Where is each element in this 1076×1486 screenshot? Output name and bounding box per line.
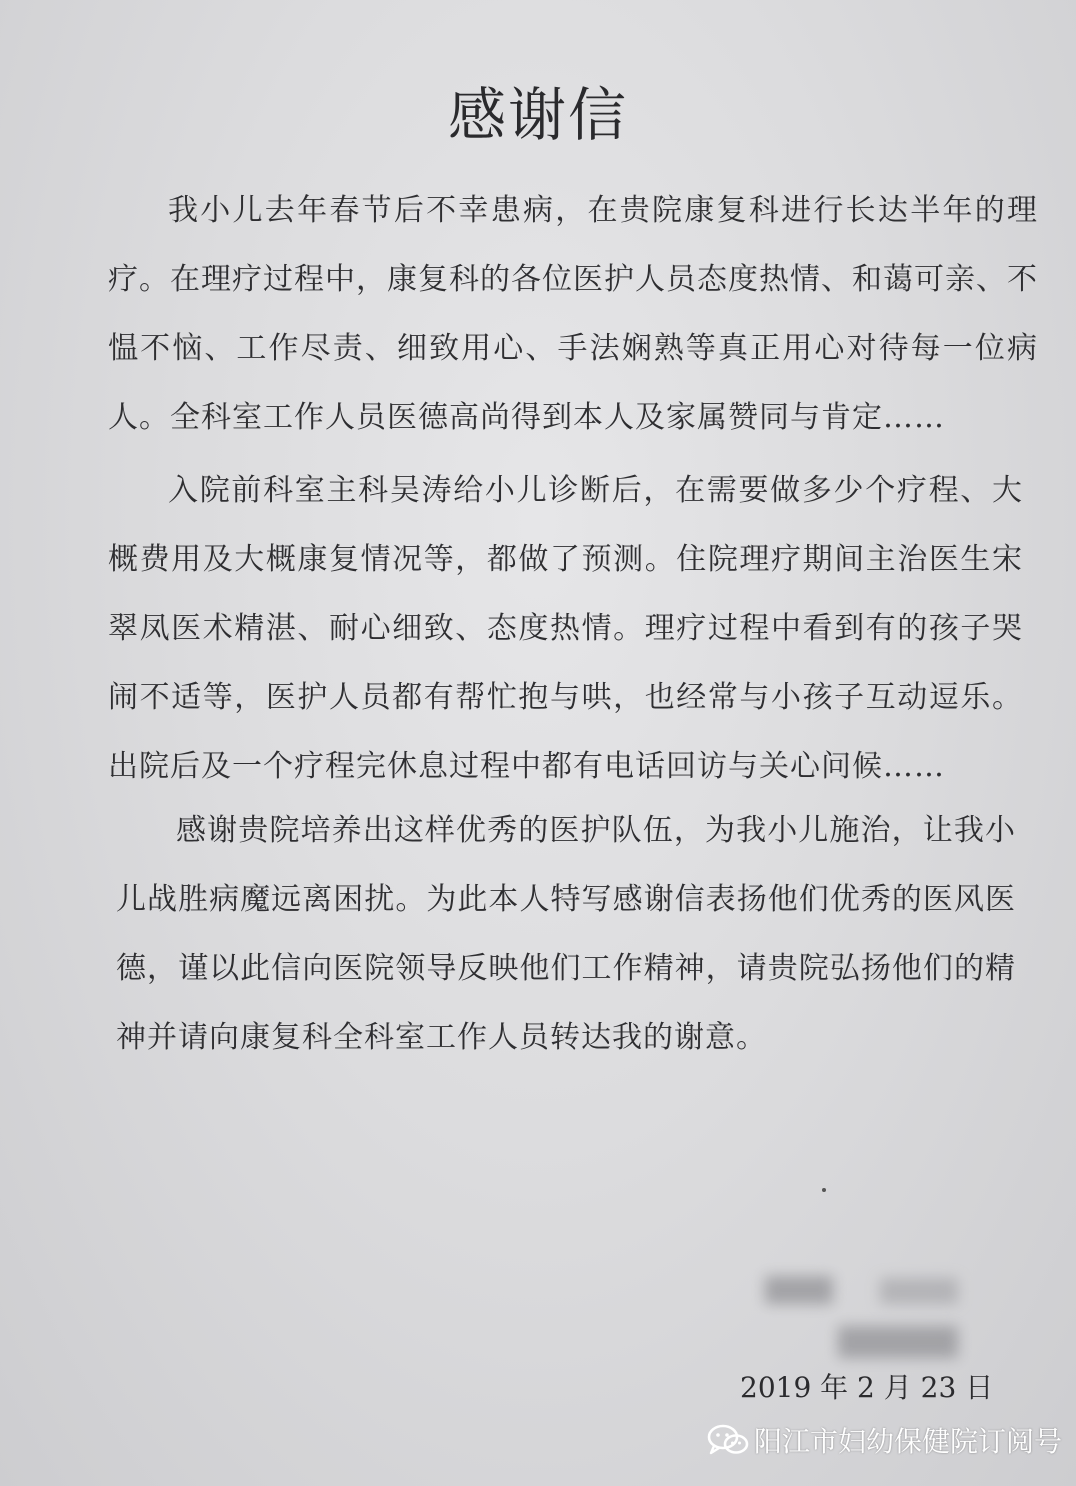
redaction-block <box>838 1326 958 1358</box>
redaction-block <box>765 1276 833 1304</box>
letter-paragraph-1: 我小儿去年春节后不幸患病，在贵院康复科进行长达半年的理疗。在理疗过程中，康复科的各位医护人员态度热情、和蔼可亲、不愠不恼、工作尽责、细致用心、手法娴熟等真正用心对待每一位病人。全科室工作人员医德高尚得到本人及家属赞同与肯定…… <box>108 193 1038 435</box>
redaction-block <box>880 1278 958 1304</box>
letter-paragraph-2: 入院前科室主科吴涛给小儿诊断后，在需要做多少个疗程、大概费用及大概康复情况等，都做了预测。住院理疗期间主治医生宋翠凤医术精湛、耐心细致、态度热情。理疗过程中看到有的孩子哭闹不适等，医护人员都有帮忙抱与哄，也经常与小孩子互动逗乐。出院后及一个疗程完休息过程中都有电话回访与关心问候…… <box>108 473 1023 784</box>
wechat-icon <box>706 1423 750 1457</box>
letter-title: 感谢信 <box>447 81 628 149</box>
letter-paragraph-3: 感谢贵院培养出这样优秀的医护队伍，为我小儿施治，让我小儿战胜病魔远离困扰。为此本人特写感谢信表扬他们优秀的医风医德，谨以此信向医院领导反映他们工作精神，请贵院弘扬他们的精神并请向康复科全科室工作人员转达我的谢意。 <box>116 813 1016 1055</box>
account-watermark <box>706 1418 1062 1462</box>
letter-date: 2019 年 2 月 23 日 <box>740 1371 994 1404</box>
ink-speck <box>822 1188 826 1192</box>
watermark-text: 阳江市妇幼保健院订阅号 <box>754 1425 1063 1458</box>
